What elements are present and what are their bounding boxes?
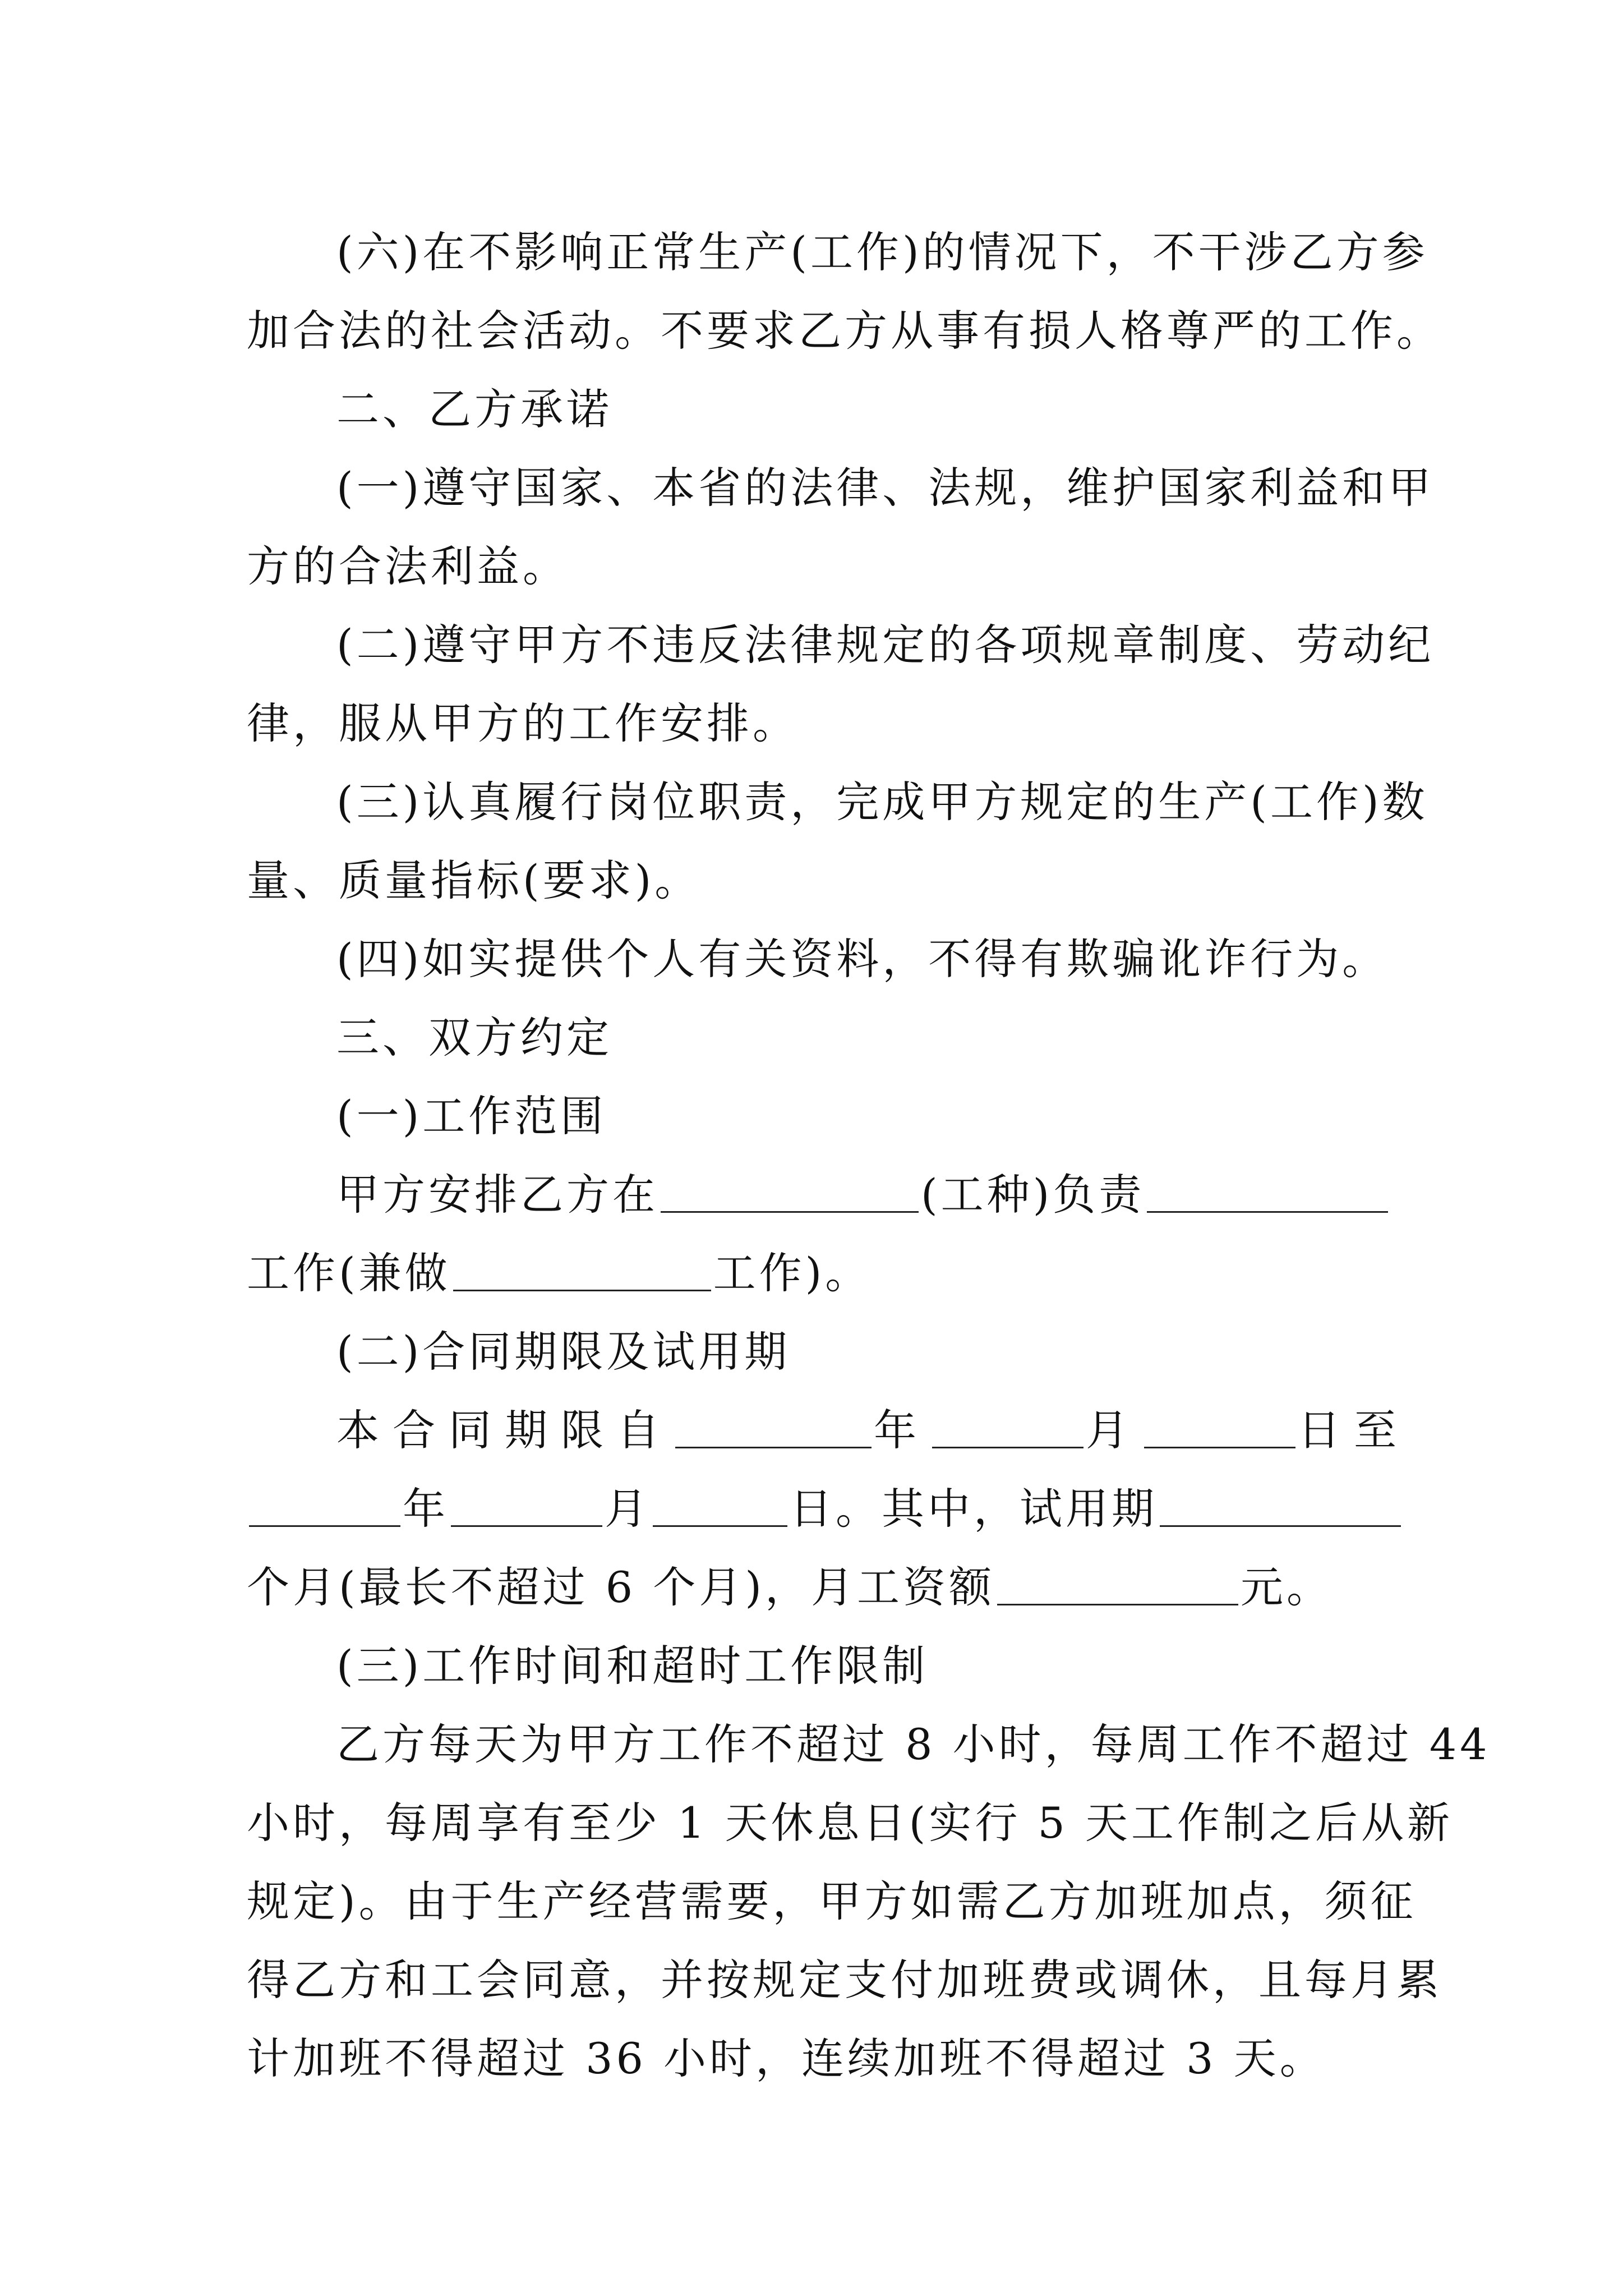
end-year-blank[interactable]	[249, 1485, 400, 1527]
start-day-blank[interactable]	[1144, 1406, 1295, 1448]
party-b-clause-1-line-1: (一)遵守国家、本省的法律、法规，维护国家利益和甲	[336, 463, 1435, 513]
term-text-g: 日。其中，试用期	[790, 1484, 1158, 1534]
clause-6-line-2: 加合法的社会活动。不要求乙方从事有损人格尊严的工作。	[247, 306, 1442, 356]
contract-term-line-2	[247, 1470, 1391, 1548]
concurrent-work-blank[interactable]	[453, 1249, 711, 1291]
term-text-c: 月	[1086, 1405, 1142, 1455]
party-b-clause-2-line-2: 律，服从甲方的工作安排。	[247, 698, 799, 748]
party-b-clause-3-line-1: (三)认真履行岗位职责，完成甲方规定的生产(工作)数	[336, 777, 1428, 827]
party-b-clause-2-line-1: (二)遵守甲方不违反法律规定的各项规章制度、劳动纪	[336, 620, 1435, 670]
end-day-blank[interactable]	[653, 1485, 787, 1527]
probation-months-blank[interactable]	[1160, 1485, 1401, 1527]
work-scope-heading: (一)工作范围	[336, 1091, 607, 1141]
end-month-blank[interactable]	[451, 1485, 602, 1527]
start-year-blank[interactable]	[675, 1406, 872, 1448]
start-month-blank[interactable]	[932, 1406, 1083, 1448]
working-hours-line-1: 乙方每天为甲方工作不超过 8 小时，每周工作不超过 44	[336, 1719, 1491, 1769]
work-scope-line-2	[247, 1234, 1391, 1313]
term-text-e: 年	[403, 1484, 449, 1534]
working-hours-line-2: 小时，每周享有至少 1 天休息日(实行 5 天工作制之后从新	[247, 1798, 1453, 1848]
work-scope-line-1	[247, 1156, 1391, 1234]
term-text-h: 个月(最长不超过 6 个月)，月工资额	[247, 1562, 995, 1612]
working-hours-line-5: 计加班不得超过 36 小时，连续加班不得超过 3 天。	[247, 2033, 1326, 2083]
work-scope-text-d: 工作)。	[713, 1248, 872, 1298]
work-scope-text-a: 甲方安排乙方在	[336, 1170, 658, 1220]
working-hours-line-3: 规定)。由于生产经营需要，甲方如需乙方加班加点，须征	[247, 1876, 1417, 1926]
term-text-b: 年	[874, 1405, 930, 1455]
contract-term-heading: (二)合同期限及试用期	[336, 1327, 791, 1377]
term-text-d: 日至	[1298, 1405, 1410, 1455]
section-2-heading: 二、乙方承诺	[336, 384, 612, 434]
work-scope-text-b: (工种)负责	[921, 1170, 1145, 1220]
contract-term-line-1	[247, 1391, 1410, 1470]
job-type-blank[interactable]	[661, 1171, 919, 1213]
working-hours-heading: (三)工作时间和超时工作限制	[336, 1641, 929, 1691]
party-b-clause-4: (四)如实提供个人有关资料，不得有欺骗讹诈行为。	[336, 934, 1389, 984]
clause-6-line-1: (六)在不影响正常生产(工作)的情况下，不干涉乙方参	[336, 227, 1428, 277]
work-scope-text-c: 工作(兼做	[247, 1248, 451, 1298]
monthly-wage-blank[interactable]	[997, 1563, 1238, 1605]
term-text-i: 元。	[1240, 1562, 1332, 1612]
term-text-f: 月	[605, 1484, 651, 1534]
document-body	[247, 213, 1491, 2098]
section-3-heading: 三、双方约定	[336, 1013, 612, 1062]
party-b-clause-1-line-2: 方的合法利益。	[247, 541, 569, 591]
party-b-clause-3-line-2: 量、质量指标(要求)。	[247, 855, 701, 905]
working-hours-line-4: 得乙方和工会同意，并按规定支付加班费或调休，且每月累	[247, 1955, 1442, 2005]
term-text-a: 本合同期限自	[336, 1405, 673, 1455]
responsibility-blank[interactable]	[1147, 1171, 1388, 1213]
contract-term-line-3	[247, 1548, 1391, 1627]
